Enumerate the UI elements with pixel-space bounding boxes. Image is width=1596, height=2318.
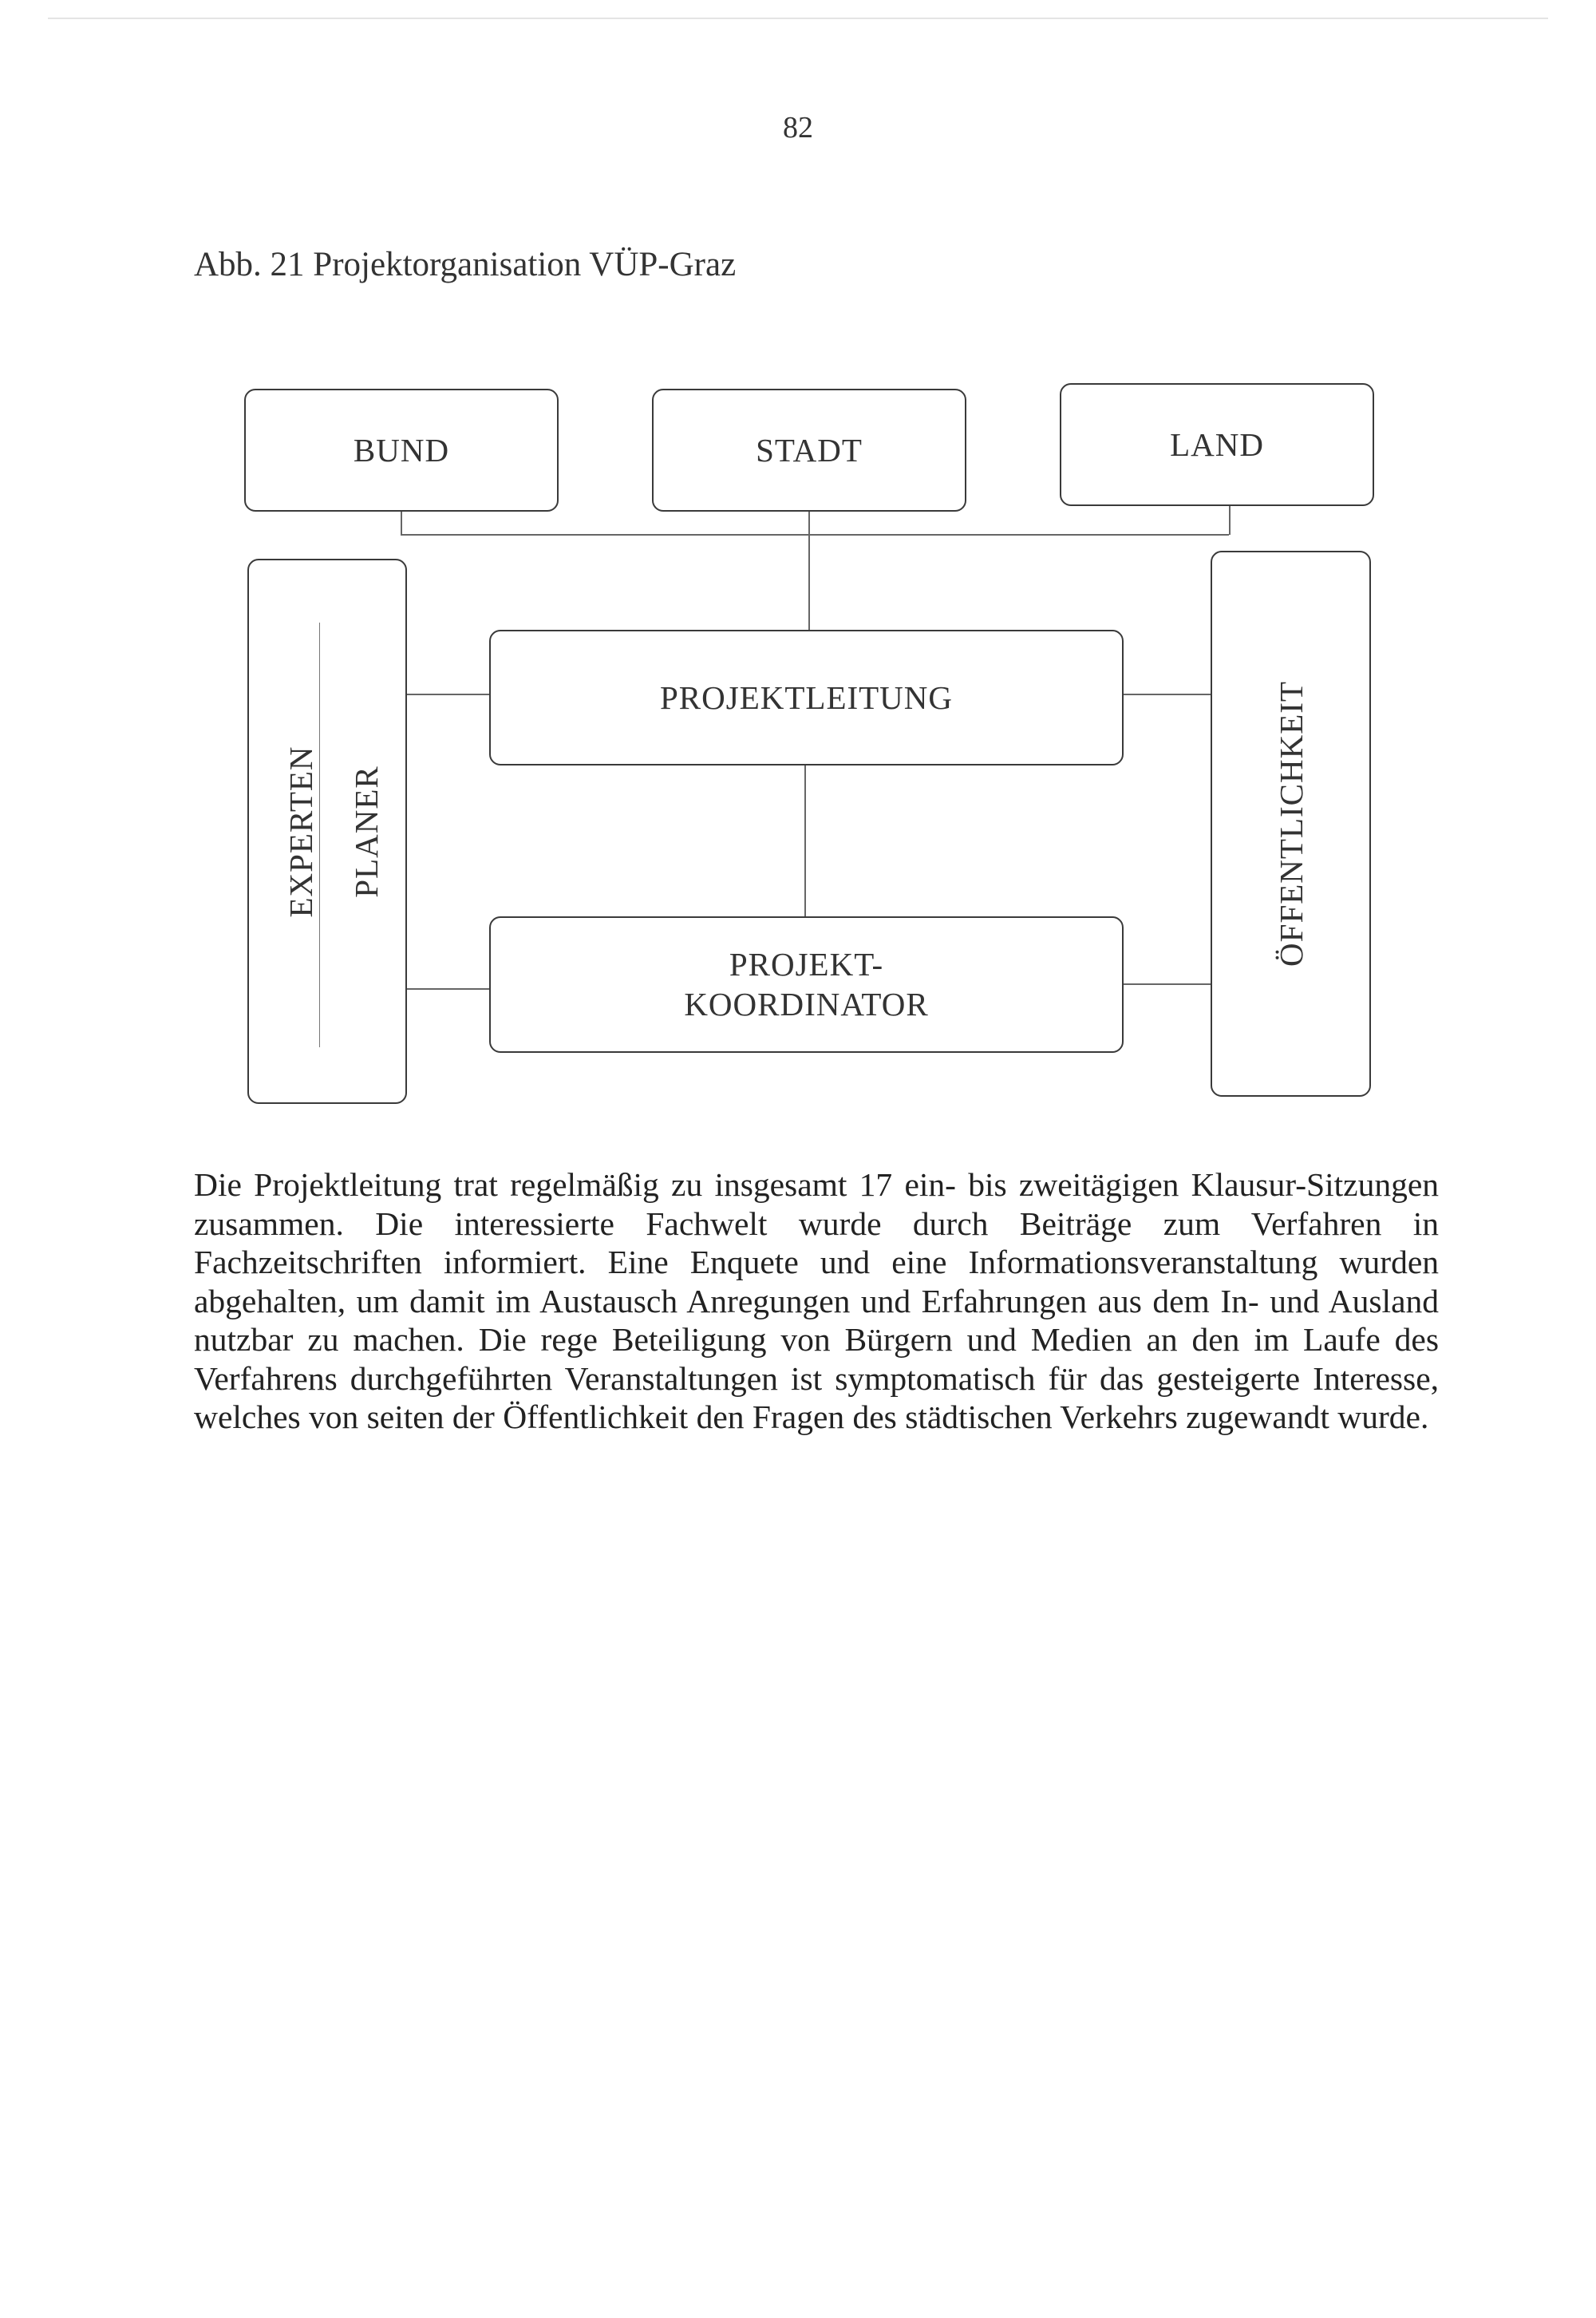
page-number: 82 xyxy=(783,111,813,144)
org-chart xyxy=(0,0,1596,1117)
panel-experten-planer xyxy=(247,559,407,1104)
label-oeffentlichkeit: ÖFFENTLICHKEIT xyxy=(1272,681,1310,967)
projektkoordinator-label-line2: KOORDINATOR xyxy=(684,985,929,1023)
label-planer: PLANER xyxy=(348,765,385,898)
box-projektkoordinator xyxy=(489,916,1124,1053)
figure-caption: Abb. 21 Projektorganisation VÜP-Graz xyxy=(194,246,737,283)
box-stadt-label: STADT xyxy=(756,432,863,469)
connector-leitung-right xyxy=(1124,694,1211,695)
connector-koordinator-right xyxy=(1124,983,1211,985)
box-bund-label: BUND xyxy=(353,432,450,469)
connector-top-bus xyxy=(401,534,1229,536)
panel-divider xyxy=(319,623,320,1047)
connector-left-koordinator xyxy=(407,988,489,990)
projektleitung-label: PROJEKTLEITUNG xyxy=(659,679,954,716)
connector-bund-down xyxy=(401,512,402,535)
label-experten: EXPERTEN xyxy=(282,745,319,918)
body-paragraph: Die Projektleitung trat regelmäßig zu insgesamt 17 ein- bis zweitägigen Klausur-Sitzungen zusammen. Die interessierte Fachwelt wurde durch Beiträge zum Verfahren in Fachzeitschriften informiert. Eine Enquete und eine Informationsveranstaltung wurden abgehalten, um damit im Austausch Anregungen und Erfahrungen aus dem In- und Ausland nutzbar zu machen. Die rege Beteiligung von Bürgern und Medien an den im Laufe des Verfahrens durchgeführten Veranstaltungen ist symptomatisch für das gesteigerte Interesse, welches von seiten der Öffentlichkeit den Fragen des städtischen Verkehrs zugewandt wurde. xyxy=(194,1166,1439,1435)
projektkoordinator-label-line1: PROJEKT- xyxy=(729,946,884,983)
box-bund xyxy=(244,389,559,512)
connector-leitung-koordinator xyxy=(804,765,806,916)
connector-land-down xyxy=(1229,506,1231,535)
connector-left-leitung xyxy=(407,694,489,695)
box-land xyxy=(1060,383,1374,506)
panel-oeffentlichkeit xyxy=(1211,551,1371,1097)
box-stadt xyxy=(652,389,966,512)
box-projektleitung xyxy=(489,630,1124,765)
connector-stadt-down xyxy=(808,512,810,630)
box-land-label: LAND xyxy=(1170,426,1264,463)
